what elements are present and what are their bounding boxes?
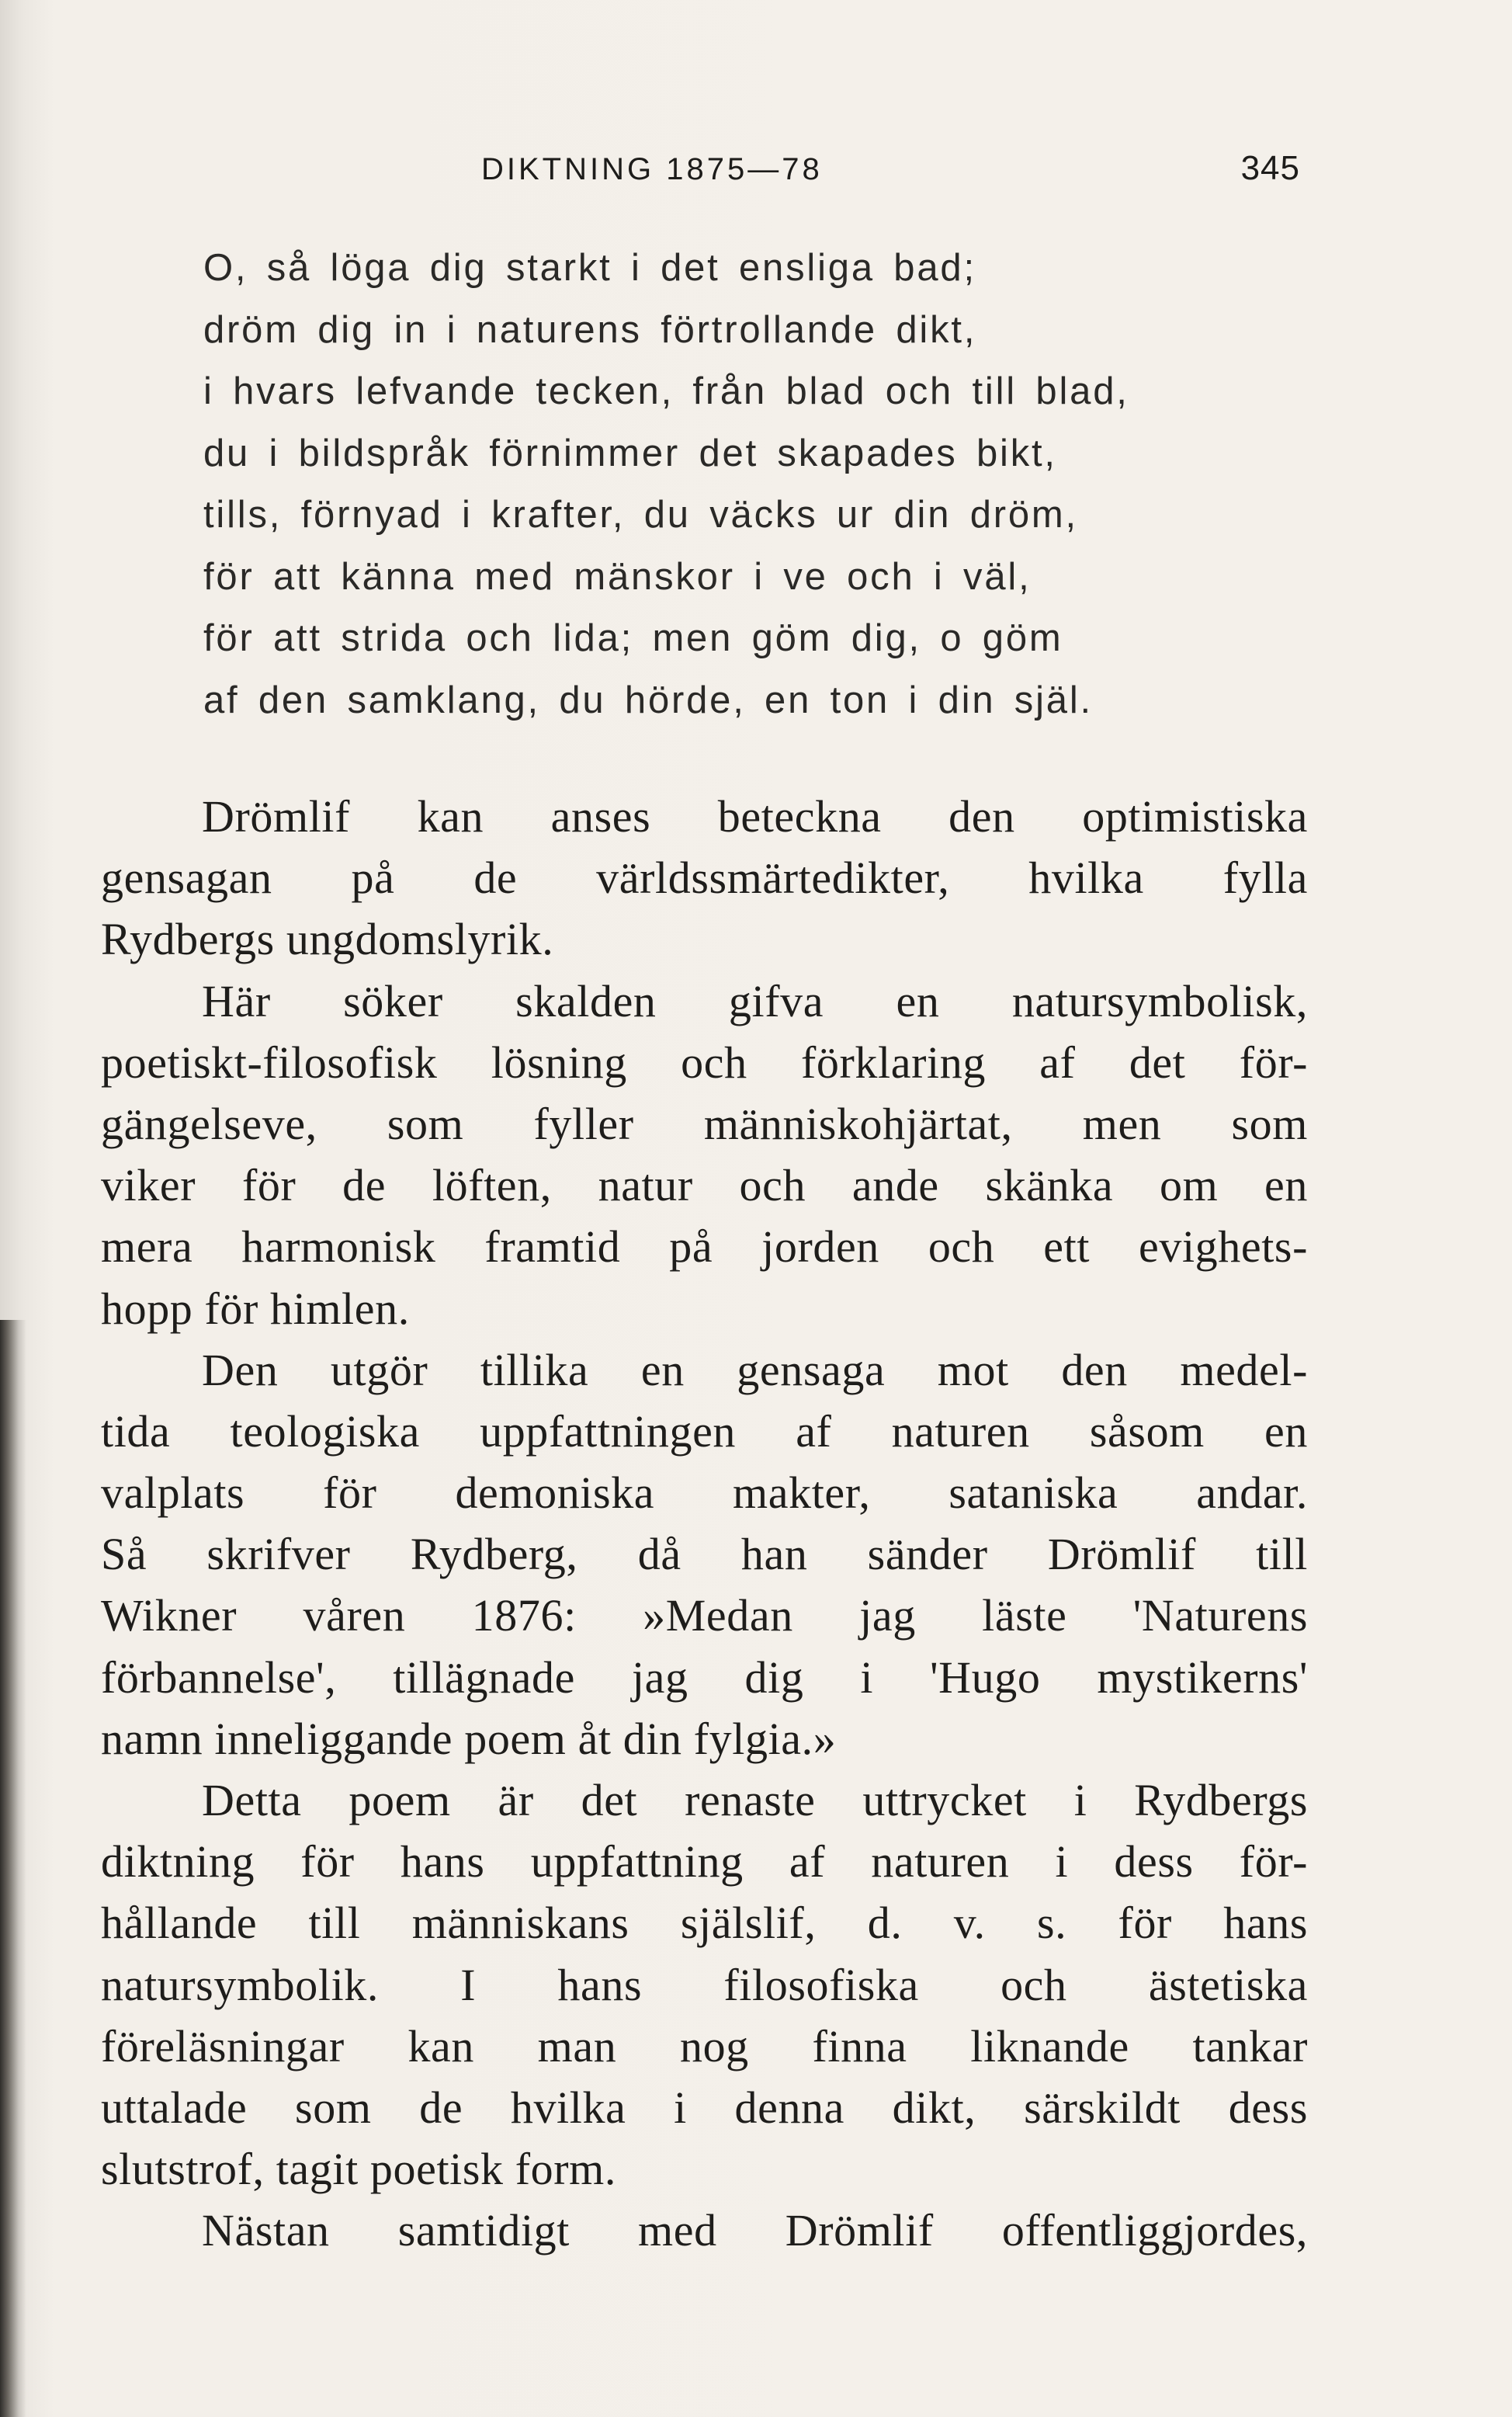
prose-line: förbannelse', tillägnade jag dig i 'Hugo mystikerns' [101,1651,1308,1703]
poem-line: tills, förnyad i krafter, du väcks ur din dröm, [203,494,1078,536]
prose-line: hopp för himlen. [101,1283,410,1334]
prose-body [101,786,1308,2262]
prose-line: Rydbergs ungdomslyrik. [101,914,554,965]
prose-line: namn inneliggande poem åt din fylgia.» [101,1713,837,1764]
binding-edge [0,1320,26,2417]
prose-line: mera harmonisk framtid på jorden och ett evighets- [101,1221,1308,1273]
poem-line: för att känna med mänskor i ve och i väl, [203,555,1032,598]
prose-line: natursymbolik. I hans filosofiska och ästetiska [101,1959,1308,2010]
prose-line: Nästan samtidigt med Drömlif offentliggjordes, [202,2205,1308,2256]
prose-line: Drömlif kan anses beteckna den optimistiska [202,791,1308,842]
poem-line: du i bildspråk förnimmer det skapades bikt, [203,432,1057,474]
page-header [481,149,1300,199]
prose-line: viker för de löften, natur och ande skänka om en [101,1160,1308,1211]
poem-line: i hvars lefvande tecken, från blad och till blad, [203,370,1129,412]
prose-line: Den utgör tillika en gensaga mot den medel- [202,1344,1308,1395]
prose-line: hållande till människans själslif, d. v. s. för hans [101,1898,1308,1949]
poem-line: dröm dig in i naturens förtrollande dikt, [203,308,977,351]
prose-line: Wikner våren 1876: »Medan jag läste 'Naturens [101,1590,1308,1641]
running-head: DIKTNING 1875—78 [481,152,823,186]
prose-line: tida teologiska uppfattningen af naturen såsom en [101,1405,1308,1457]
prose-line: Detta poem är det renaste uttrycket i Rydbergs [202,1775,1308,1825]
poem-line: O, så löga dig starkt i det ensliga bad; [203,247,976,289]
prose-line: gensagan på de världssmärtedikter, hvilka fylla [101,853,1308,904]
prose-line: poetiskt-filosofisk lösning och förklaring af det för- [101,1037,1308,1088]
prose-line: diktning för hans uppfattning af naturen i dess för- [101,1836,1308,1887]
prose-line: uttalade som de hvilka i denna dikt, särskildt dess [101,2082,1308,2133]
prose-line: gängelseve, som fyller människohjärtat, men som [101,1098,1308,1149]
prose-line: föreläsningar kan man nog finna liknande tankar [101,2020,1308,2071]
prose-line: valplats för demoniska makter, sataniska andar. [101,1467,1308,1519]
poem-line: af den samklang, du hörde, en ton i din själ. [203,679,1093,721]
prose-line: Här söker skalden gifva en natursymbolisk, [202,975,1308,1026]
poem-line: för att strida och lida; men göm dig, o göm [203,617,1063,659]
poem-stanza [203,238,1290,731]
page-number: 345 [1240,149,1300,187]
prose-line: Så skrifver Rydberg, då han sänder Drömlif till [101,1529,1308,1580]
prose-line: slutstrof, tagit poetisk form. [101,2144,616,2195]
